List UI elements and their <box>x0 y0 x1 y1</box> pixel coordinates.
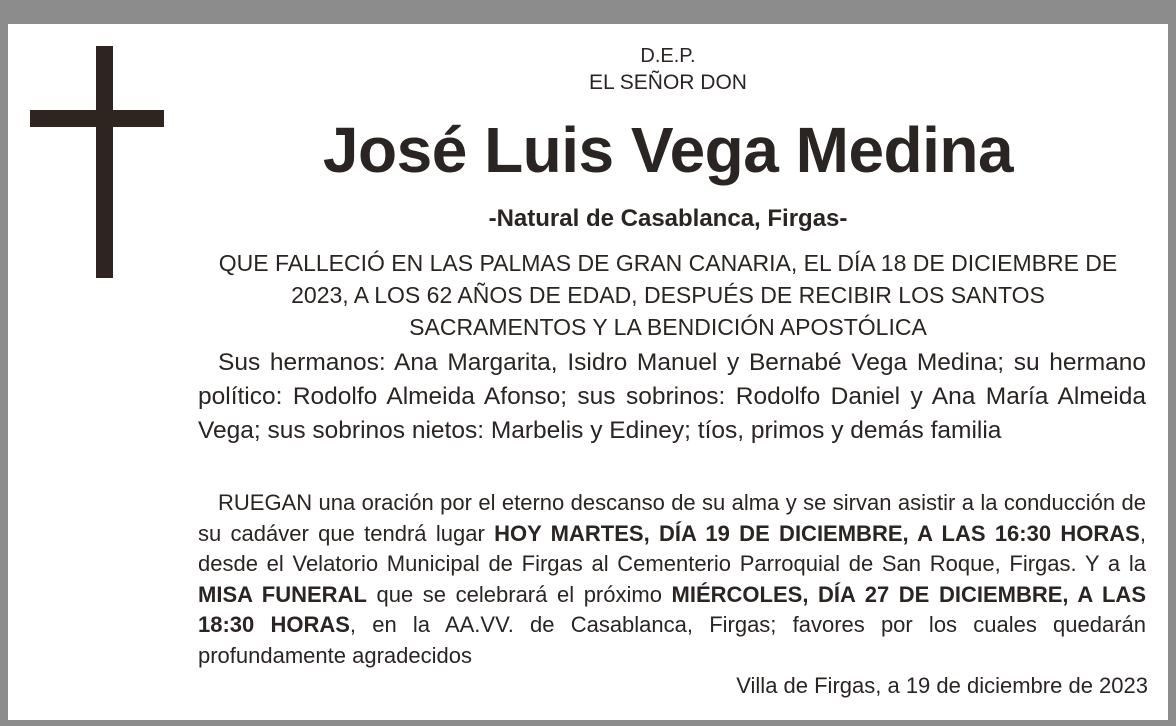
mass-label-bold: MISA FUNERAL <box>198 581 367 607</box>
mass-time-bold: MIÉRCOLES, DÍA 27 DE DICIEMBRE, A LAS 18:30 HORAS <box>198 581 1146 637</box>
deceased-name: José Luis Vega Medina <box>322 114 1014 186</box>
title-prefix: EL SEÑOR DON <box>589 71 747 94</box>
request-paragraph <box>198 488 1146 671</box>
request-text-2: , desde el Velatorio Municipal de Firgas al Cementerio Parroquial de San Roque, Firgas. Y a la <box>198 520 1146 576</box>
announcement-line-3: SACRAMENTOS Y LA BENDICIÓN APOSTÓLICA <box>409 314 927 340</box>
cross-vertical-bar <box>96 46 113 278</box>
announcement-line-2: 2023, A LOS 62 AÑOS DE EDAD, DESPUÉS DE RECIBIR LOS SANTOS <box>291 282 1045 308</box>
family-paragraph <box>198 346 1146 448</box>
request-text-3: que se celebrará el próximo <box>366 581 672 607</box>
obituary-notice <box>8 24 1168 720</box>
cross-horizontal-bar <box>30 110 164 127</box>
request-text-4: , en la AA.VV. de Casablanca, Firgas; favores por los cuales quedarán profundamente agradecidos <box>198 612 1146 668</box>
burial-time-bold: HOY MARTES, DÍA 19 DE DICIEMBRE, A LAS 16:30 HORAS <box>494 520 1140 546</box>
announcement-line-1: QUE FALLECIÓ EN LAS PALMAS DE GRAN CANARIA, EL DÍA 18 DE DICIEMBRE DE <box>218 250 1118 276</box>
family-text: Sus hermanos: Ana Margarita, Isidro Manuel y Bernabé Vega Medina; su hermano político: Rodolfo Almeida Afonso; sus sobrinos: Rodolfo Daniel y Ana María Almeida Vega; sus sobrinos nietos: Marbelis y Ediney; tíos, primos y demás familia <box>198 349 1146 444</box>
request-text-1: RUEGAN una oración por el eterno descanso de su alma y se sirvan asistir a la conducción de su cadáver que tendrá lugar <box>198 490 1146 546</box>
dep-heading: D.E.P. <box>640 45 696 67</box>
place-date-signoff: Villa de Firgas, a 19 de diciembre de 2023 <box>736 673 1148 698</box>
origin-line: -Natural de Casablanca, Firgas- <box>488 205 848 232</box>
